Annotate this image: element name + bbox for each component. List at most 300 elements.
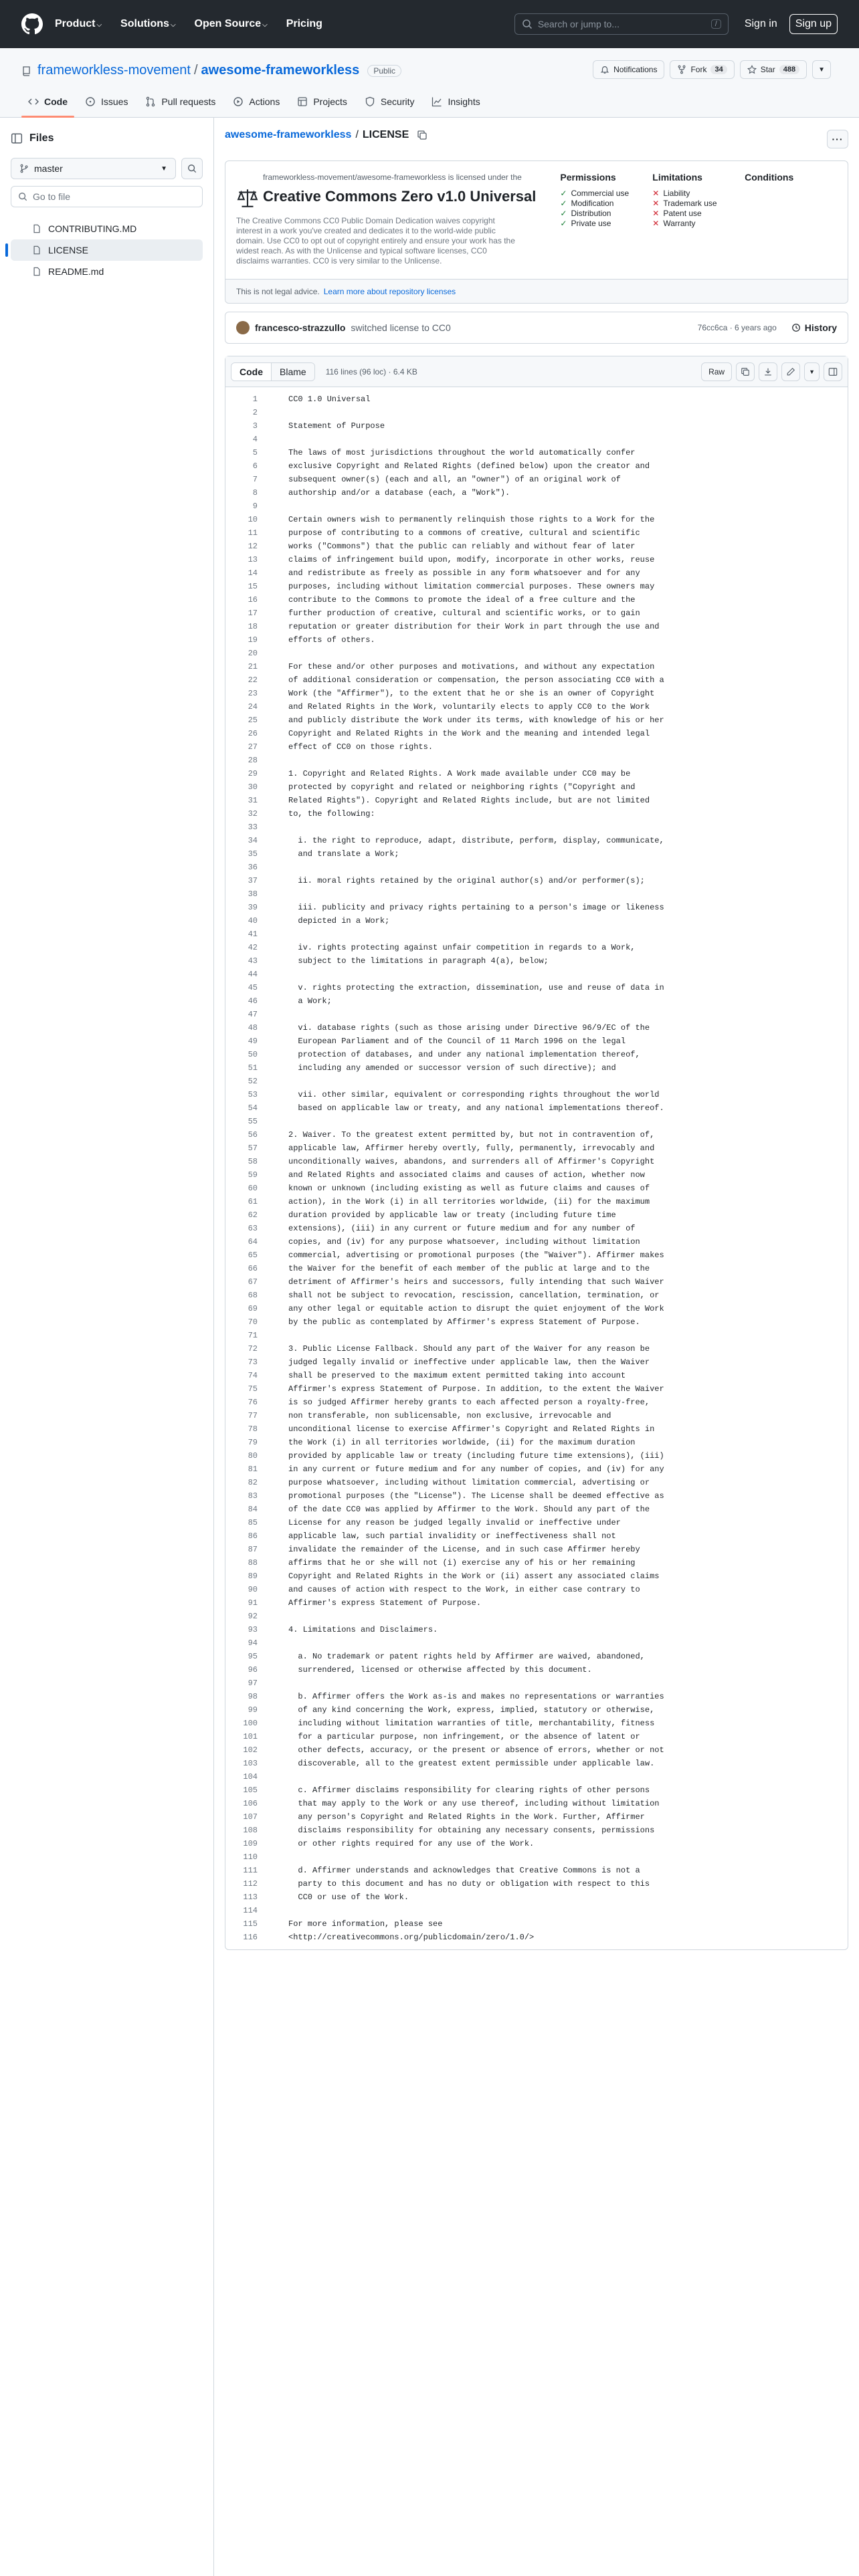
code-line [225,1302,848,1315]
line-text: purpose of contributing to a commons of creative, cultural and scientific [288,528,640,538]
line-number[interactable]: 25 [248,716,258,725]
x-icon: ✕ [652,198,660,208]
line-number[interactable]: 46 [248,996,258,1006]
line-number[interactable]: 83 [248,1491,258,1501]
fork-count: 34 [710,65,727,74]
view-mode-toggle [231,362,315,381]
repo-title-separator: / [193,63,198,78]
code-line [225,1663,848,1677]
line-text: action), in the Work (i) in all territories worldwide, (ii) for the maximum [288,1197,650,1206]
blame-view-button[interactable]: Blame [271,363,314,381]
nav-solutions[interactable]: Solutions ⌵ [120,18,176,29]
star-dropdown-button[interactable] [812,60,831,79]
line-number[interactable]: 80 [248,1451,258,1461]
line-number[interactable]: 94 [248,1638,258,1648]
line-number[interactable]: 42 [248,943,258,952]
line-number[interactable]: 51 [248,1063,258,1073]
repo-name-link[interactable]: awesome-frameworkless [201,63,360,78]
play-icon [233,96,244,107]
line-number[interactable]: 34 [248,836,258,845]
line-number[interactable]: 97 [248,1679,258,1688]
line-text: Certain owners wish to permanently relinquish those rights to a Work for the [288,515,655,524]
line-number[interactable]: 90 [248,1585,258,1594]
code-line [225,1877,848,1891]
line-number[interactable]: 68 [248,1291,258,1300]
line-number[interactable]: 44 [248,970,258,979]
conditions-title: Conditions [745,172,794,183]
file-toolbar [225,356,848,387]
line-number[interactable]: 67 [248,1277,258,1287]
line-number[interactable]: 23 [248,689,258,698]
line-number[interactable]: 19 [248,635,258,645]
search-icon [18,192,27,201]
line-number[interactable]: 96 [248,1665,258,1675]
line-text: v. rights protecting the extraction, dissemination, use and reuse of data in [288,983,664,992]
copy-icon[interactable] [417,130,427,140]
code-line [225,994,848,1008]
line-number[interactable]: 58 [248,1157,258,1166]
line-text: is so judged Affirmer hereby grants to each affected person a royalty-free, [288,1398,650,1407]
star-button[interactable] [740,60,807,79]
line-text: that may apply to the Work or any use thereof, including without limitation [288,1799,660,1808]
code-line [225,459,848,473]
line-number[interactable]: 111 [243,1866,258,1875]
code-line [225,1717,848,1730]
line-number[interactable]: 98 [248,1692,258,1701]
line-number[interactable]: 101 [243,1732,258,1741]
line-text: copies, and (iv) for any purpose whatsoever, including without limitation [288,1237,640,1247]
file-tree-item-label: CONTRIBUTING.MD [48,223,137,234]
code-line [225,607,848,620]
line-number[interactable]: 57 [248,1144,258,1153]
search-icon [522,19,533,29]
learn-more-licenses-link[interactable]: Learn more about repository licenses [323,286,456,296]
line-number[interactable]: 64 [248,1237,258,1247]
line-number[interactable]: 84 [248,1505,258,1514]
line-number[interactable]: 72 [248,1344,258,1354]
copy-raw-button[interactable] [736,362,755,381]
line-text: any person's Copyright and Related Rights in the Work. Further, Affirmer [288,1812,645,1822]
line-number[interactable]: 9 [252,502,258,511]
line-number[interactable]: 55 [248,1117,258,1126]
line-number[interactable]: 76 [248,1398,258,1407]
line-text: iv. rights protecting against unfair competition in regards to a Work, [288,943,636,952]
line-number[interactable]: 99 [248,1705,258,1715]
line-number[interactable]: 78 [248,1424,258,1434]
line-number[interactable]: 63 [248,1224,258,1233]
line-number[interactable]: 81 [248,1465,258,1474]
line-number[interactable]: 54 [248,1103,258,1113]
nav-product[interactable]: Product ⌵ [55,18,102,29]
line-text: unconditional license to exercise Affirmer's Copyright and Related Rights in [288,1424,655,1434]
tab-actions[interactable] [226,86,286,117]
kebab-icon: ··· [832,134,844,144]
file-tools [701,362,842,381]
line-number[interactable]: 103 [243,1759,258,1768]
line-number[interactable]: 75 [248,1384,258,1394]
line-number[interactable]: 116 [243,1933,258,1942]
line-number[interactable]: 21 [248,662,258,671]
code-line [225,513,848,526]
line-number[interactable]: 108 [243,1826,258,1835]
code-line [225,406,848,419]
line-number[interactable]: 60 [248,1184,258,1193]
line-number[interactable]: 47 [248,1010,258,1019]
go-to-file-input[interactable] [11,186,203,207]
line-number[interactable]: 29 [248,769,258,778]
limitation-item [652,218,745,228]
line-number[interactable]: 1 [252,395,258,404]
line-number[interactable]: 28 [248,756,258,765]
line-text: License for any reason be judged legally invalid or ineffective under [288,1518,621,1527]
code-line [225,1583,848,1596]
line-number[interactable]: 110 [243,1852,258,1862]
limitation-label: Liability [663,188,690,198]
line-number[interactable]: 45 [248,983,258,992]
line-number[interactable]: 93 [248,1625,258,1634]
line-number[interactable]: 5 [252,448,258,457]
line-number[interactable]: 4 [252,435,258,444]
code-line [225,901,848,914]
license-overview [236,172,560,268]
line-number[interactable]: 71 [248,1331,258,1340]
line-text: including without limitation warranties of title, merchantability, fitness [288,1719,655,1728]
line-number[interactable]: 82 [248,1478,258,1487]
line-text: For these and/or other purposes and motivations, and without any expectation [288,662,655,671]
line-number[interactable]: 56 [248,1130,258,1140]
line-number[interactable]: 32 [248,809,258,819]
file-tree-item-label: LICENSE [48,245,88,255]
line-text: exclusive Copyright and Related Rights (defined below) upon the creator and [288,461,650,471]
line-number[interactable]: 52 [248,1077,258,1086]
line-number[interactable]: 13 [248,555,258,564]
tab-projects[interactable] [290,86,354,117]
line-number[interactable]: 17 [248,609,258,618]
search-input[interactable] [514,13,729,35]
line-number[interactable]: 33 [248,823,258,832]
line-number[interactable]: 38 [248,889,258,899]
tab-pull-requests[interactable] [138,86,222,117]
permission-item [560,188,652,198]
symbols-panel-button[interactable] [824,362,842,381]
line-text: Affirmer's express Statement of Purpose. [288,1598,482,1608]
download-button[interactable] [759,362,777,381]
table-icon [297,96,308,107]
line-number[interactable]: 10 [248,515,258,524]
check-icon: ✓ [560,208,567,218]
license-summary [225,160,848,304]
line-number[interactable]: 73 [248,1358,258,1367]
tab-actions-label: Actions [249,96,280,107]
code-line [225,1904,848,1917]
repo-title [21,63,401,78]
code-line [225,1396,848,1409]
branch-selector[interactable] [11,158,176,179]
commit-sha[interactable]: 76cc6ca [697,323,728,332]
fork-button[interactable] [670,60,734,79]
line-number[interactable]: 27 [248,742,258,752]
code-line [225,673,848,687]
line-number[interactable]: 18 [248,622,258,631]
line-text: other defects, accuracy, or the present or absence of errors, whether or not [288,1745,664,1755]
line-text: and Related Rights and associated claims and causes of action, whether now [288,1170,645,1180]
line-text: any other legal or equitable action to disrupt the quiet enjoyment of the Work [288,1304,664,1313]
line-text: 4. Limitations and Disclaimers. [288,1625,438,1634]
code-line [225,834,848,847]
nav-pricing[interactable]: Pricing [286,18,322,29]
notifications-label: Notifications [613,65,658,74]
line-text: claims of infringement build upon, modify, incorporate in other works, reuse [288,555,655,564]
code-line [225,1864,848,1877]
line-number[interactable]: 87 [248,1545,258,1554]
more-options-button[interactable] [827,130,848,148]
line-number[interactable]: 88 [248,1558,258,1568]
line-number[interactable]: 112 [243,1879,258,1889]
breadcrumb-file: LICENSE [362,129,409,140]
line-number[interactable]: 53 [248,1090,258,1099]
line-text: Affirmer's express Statement of Purpose. In addition, to the extent the Waiver [288,1384,664,1394]
line-text: surrendered, licensed or otherwise affected by this document. [288,1665,592,1675]
file-icon [32,224,41,233]
line-text: including any amended or successor version of such directive); and [288,1063,616,1073]
line-text: of additional consideration or compensation, the person associating CC0 with a [288,675,664,685]
line-number[interactable]: 24 [248,702,258,712]
code-line [225,1891,848,1904]
line-number[interactable]: 114 [243,1906,258,1915]
line-number[interactable]: 15 [248,582,258,591]
github-logo-icon[interactable] [21,13,43,35]
sign-in-link[interactable]: Sign in [744,18,777,29]
global-header [0,0,859,48]
line-number[interactable]: 11 [248,528,258,538]
line-number[interactable]: 89 [248,1572,258,1581]
line-number[interactable]: 104 [243,1772,258,1782]
line-text: party to this document and has no duty or obligation with respect to this [288,1879,650,1889]
check-icon: ✓ [560,218,567,228]
legal-text: This is not legal advice. [236,286,320,296]
limitations-title: Limitations [652,172,702,183]
tab-insights[interactable] [425,86,486,117]
line-text: vii. other similar, equivalent or corresponding rights throughout the world [288,1090,660,1099]
branch-name: master [34,163,63,174]
commit-message[interactable]: switched license to CC0 [351,322,451,333]
line-number[interactable]: 92 [248,1612,258,1621]
line-text: European Parliament and of the Council of 11 March 1996 on the legal [288,1037,626,1046]
line-text: of any kind concerning the Work, express, implied, statutory or otherwise, [288,1705,655,1715]
line-text: and Related Rights in the Work, voluntarily elects to apply CC0 to the Work [288,702,650,712]
edit-button[interactable] [781,362,800,381]
file-tree-item-contributing[interactable] [11,218,203,239]
line-number[interactable]: 8 [252,488,258,498]
code-line [225,433,848,446]
line-number[interactable]: 36 [248,863,258,872]
line-number[interactable]: 20 [248,649,258,658]
line-number[interactable]: 14 [248,568,258,578]
line-number[interactable]: 102 [243,1745,258,1755]
notifications-button[interactable] [593,60,664,79]
star-count: 488 [779,65,799,74]
limitation-item [652,208,745,218]
file-tree-item-license[interactable] [11,239,203,261]
line-number[interactable]: 95 [248,1652,258,1661]
line-text: the Work (i) in all territories worldwide, (ii) for the maximum duration [288,1438,636,1447]
raw-button[interactable]: Raw [701,362,732,381]
line-number[interactable]: 79 [248,1438,258,1447]
line-text: CC0 1.0 Universal [288,395,371,404]
code-line [225,660,848,673]
search-icon [187,164,197,173]
code-line [225,1088,848,1101]
line-text: 3. Public License Fallback. Should any part of the Waiver for any reason be [288,1344,650,1354]
line-text: iii. publicity and privacy rights pertaining to a person's image or likeness [288,903,664,912]
line-number[interactable]: 35 [248,849,258,859]
line-number[interactable]: 6 [252,461,258,471]
code-line [225,1476,848,1489]
search-files-button[interactable] [181,158,203,179]
line-number[interactable]: 65 [248,1251,258,1260]
line-number[interactable]: 16 [248,595,258,605]
code-line [225,1690,848,1703]
x-icon: ✕ [652,188,660,198]
line-number[interactable]: 59 [248,1170,258,1180]
line-number[interactable]: 3 [252,421,258,431]
line-number[interactable]: 91 [248,1598,258,1608]
line-text: known or unknown (including existing as well as future claims and causes of [288,1184,650,1193]
sidebar-collapse-icon[interactable] [11,132,23,144]
search-shortcut-key: / [711,19,721,29]
history-button[interactable] [791,322,837,333]
code-line [225,1797,848,1810]
code-line [225,1195,848,1208]
line-number[interactable]: 39 [248,903,258,912]
line-text: 1. Copyright and Related Rights. A Work made available under CC0 may be [288,769,631,778]
line-number[interactable]: 12 [248,542,258,551]
limitation-item [652,188,745,198]
line-text: the Waiver for the benefit of each member of the public at large and to the [288,1264,650,1273]
code-line [225,687,848,700]
search-placeholder: Search or jump to... [537,19,619,29]
line-number[interactable]: 48 [248,1023,258,1033]
line-number[interactable]: 113 [243,1893,258,1902]
line-text: and translate a Work; [288,849,399,859]
commit-author[interactable]: francesco-strazzullo [255,322,346,333]
line-number[interactable]: 77 [248,1411,258,1420]
x-icon: ✕ [652,218,660,228]
code-line [225,1757,848,1770]
line-number[interactable]: 49 [248,1037,258,1046]
code-line [225,1931,848,1944]
code-line [225,1262,848,1275]
bell-icon [600,65,609,74]
line-number[interactable]: 66 [248,1264,258,1273]
line-number[interactable]: 43 [248,956,258,966]
code-line [225,1650,848,1663]
code-view-button[interactable]: Code [231,363,271,381]
line-text: effect of CC0 on those rights. [288,742,434,752]
line-number[interactable]: 2 [252,408,258,417]
code-line [225,1208,848,1222]
code-line [225,1917,848,1931]
line-number[interactable]: 86 [248,1531,258,1541]
code-line [225,1784,848,1797]
line-number[interactable]: 40 [248,916,258,926]
law-scale-icon [236,187,259,209]
tab-security[interactable] [358,86,421,117]
chevron-down-icon: ▼ [809,368,815,375]
file-icon [32,245,41,255]
line-number[interactable]: 109 [243,1839,258,1848]
line-text: subsequent owner(s) (each and all, an "owner") of an original work of [288,475,621,484]
code-line [225,861,848,874]
permission-item [560,208,652,218]
line-number[interactable]: 115 [243,1919,258,1929]
avatar[interactable] [236,321,250,334]
line-number[interactable]: 30 [248,782,258,792]
line-number[interactable]: 107 [243,1812,258,1822]
line-number[interactable]: 100 [243,1719,258,1728]
code-line [225,968,848,981]
breadcrumb-repo-link[interactable]: awesome-frameworkless [225,129,352,140]
code-line [225,1409,848,1422]
line-number[interactable]: 37 [248,876,258,885]
line-text: promotional purposes (the "License"). The License shall be deemed effective as [288,1491,664,1501]
repo-owner-link[interactable]: frameworkless-movement [37,63,191,78]
code-line [225,887,848,901]
line-text: in any current or future medium and for any number of copies, and (iv) for any [288,1465,664,1474]
sign-up-button[interactable]: Sign up [789,14,838,34]
code-line [225,1436,848,1449]
line-number[interactable]: 50 [248,1050,258,1059]
code-line [225,1128,848,1142]
line-number[interactable]: 7 [252,475,258,484]
permission-label: Private use [571,218,611,228]
nav-open-source[interactable]: Open Source ⌵ [194,18,268,29]
line-number[interactable]: 70 [248,1317,258,1327]
line-number[interactable]: 31 [248,796,258,805]
line-number[interactable]: 85 [248,1518,258,1527]
line-number[interactable]: 106 [243,1799,258,1808]
line-text: commercial, advertising or promotional purposes (the "Waiver"). Affirmer makes [288,1251,664,1260]
code-line [225,1342,848,1356]
line-text: applicable law, Affirmer hereby overtly, fully, permanently, irrevocably and [288,1144,655,1153]
line-number[interactable]: 74 [248,1371,258,1380]
code-line [225,1770,848,1784]
limitation-label: Warranty [663,218,696,228]
code-line [225,981,848,994]
line-number[interactable]: 41 [248,930,258,939]
tab-insights-label: Insights [448,96,480,107]
line-number[interactable]: 69 [248,1304,258,1313]
x-icon: ✕ [652,208,660,218]
line-text: invalidate the remainder of the License, and in such case Affirmer hereby [288,1545,640,1554]
line-text: by the public as contemplated by Affirmer's express Statement of Purpose. [288,1317,640,1327]
code-line [225,941,848,954]
tab-issues[interactable] [78,86,134,117]
edit-dropdown-button[interactable] [804,362,820,381]
line-number[interactable]: 26 [248,729,258,738]
chevron-down-icon: ▼ [161,165,167,173]
line-text: for a particular purpose, non infringement, or the absence of latent or [288,1732,640,1741]
line-number[interactable]: 61 [248,1197,258,1206]
line-number[interactable]: 105 [243,1786,258,1795]
line-number[interactable]: 22 [248,675,258,685]
code-line [225,473,848,486]
branch-icon [19,164,29,173]
tab-code[interactable] [21,86,74,117]
file-tree-item-readme[interactable] [11,261,203,282]
code-line [225,1142,848,1155]
line-number[interactable]: 62 [248,1210,258,1220]
